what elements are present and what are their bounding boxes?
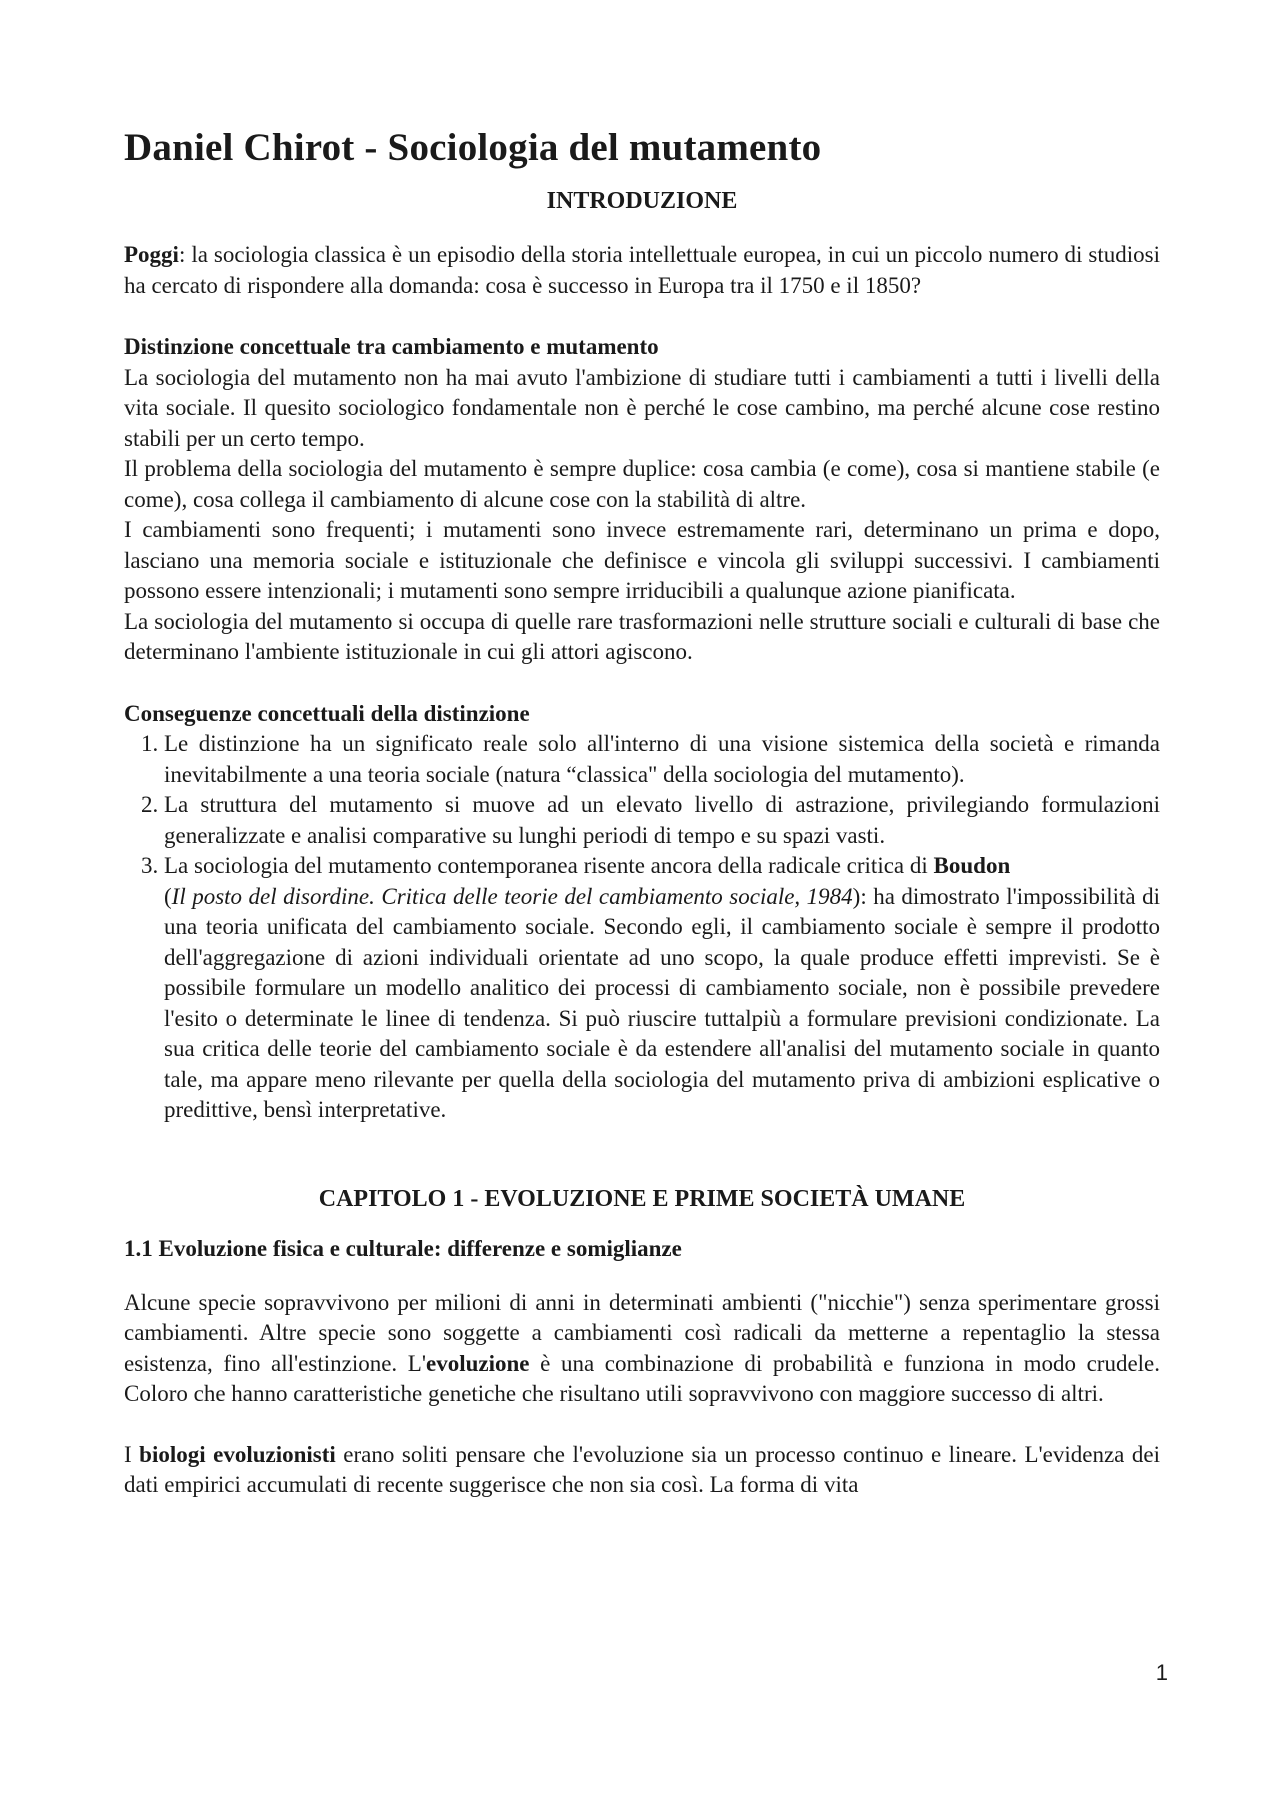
para1-bold-term: evoluzione — [426, 1350, 530, 1376]
para1-text-post: è una combinazione di probabilità e funziona in modo crudele. Coloro che hanno caratteristiche genetiche che risultano utili sopravvivono con maggiore successo di altri. — [124, 1350, 1161, 1406]
distinzione-paragraph: Il problema della sociologia del mutamento è sempre duplice: cosa cambia (e come), cosa si mantiene stabile (e come), cosa collega il cambiamento di alcune cose con la stabilità di altre. — [124, 456, 1160, 512]
distinzione-heading: Distinzione concettuale tra cambiamento e mutamento — [124, 334, 659, 359]
para1-text-pre: Alcune specie sopravvivono per milioni di anni in determinati ambienti ("nicchie") senza sperimentare grossi cambiamenti. Altre specie sono soggette a cambiamenti così radicali da metterne a repentaglio la stessa esistenza, fino all'estinzione. L' — [124, 1289, 1160, 1376]
intro-paragraph — [124, 240, 1160, 301]
distinzione-paragraph: La sociologia del mutamento non ha mai avuto l'ambizione di studiare tutti i cambiamenti a tutti i livelli della vita sociale. Il quesito sociologico fondamentale non è perché le cose cambino, ma perché alcune cose restino stabili per un certo tempo. — [124, 364, 1160, 451]
distinzione-paragraph: La sociologia del mutamento si occupa di quelle rare trasformazioni nelle strutture sociali e culturali di base che determinano l'ambiente istituzionale in cui gli attori agiscono. — [124, 608, 1160, 664]
intro-text: : la sociologia classica è un episodio della storia intellettuale europea, in cui un piccolo numero di studiosi ha cercato di rispondere alla domanda: cosa è successo in Europa tra il 1750 e il 1850? — [124, 242, 1160, 298]
para2-bold-term: biologi evoluzionisti — [139, 1441, 336, 1467]
list-item: 1. Le distinzione ha un significato reale solo all'interno di una visione sistemica della società e rimanda inevitabilmente a una teoria sociale (natura “classica" della sociologia del mutamento). — [164, 729, 1160, 790]
page-content — [124, 120, 1160, 1501]
section-distinzione — [124, 332, 1160, 668]
conseguenze-list — [124, 729, 1160, 1126]
conseguenze-heading: Conseguenze concettuali della distinzione — [124, 700, 530, 726]
item3-text-post: ): ha dimostrato l'impossibilità di una teoria unificata del cambiamento sociale. Secondo egli, il cambiamento sociale è sempre il prodotto dell'aggregazione di azioni individuali orientate ad uno scopo, la quale produce effetti imprevisti. Se è possibile formulare un modello analitico dei processi di cambiamento sociale, non è possibile prevedere l'esito o determinate le linee di tendenza. Si può riuscire tuttalpiù a formulare previsioni condizionate. La sua critica delle teorie del cambiamento sociale è da estendere all'analisi del mutamento sociale in quanto tale, ma appare meno rilevante per quella della sociologia del mutamento priva di ambizioni esplicative o predittive, bensì interpretative. — [164, 883, 1160, 1122]
item3-open-paren: ( — [164, 883, 172, 909]
page-number: 1 — [1155, 1660, 1168, 1685]
chapter-paragraph-1 — [124, 1288, 1160, 1410]
intro-bold-lead: Poggi — [124, 242, 179, 267]
para2-text-pre: I — [124, 1441, 140, 1467]
section-conseguenze — [124, 699, 1160, 1126]
introduction-heading: INTRODUZIONE — [546, 188, 738, 214]
item3-text-pre: La sociologia del mutamento contemporanea risente ancora della radicale critica di — [164, 853, 934, 878]
item3-author-bold: Boudon — [933, 853, 1011, 878]
distinzione-paragraph: I cambiamenti sono frequenti; i mutamenti sono invece estremamente rari, determinano un prima e dopo, lasciano una memoria sociale e istituzionale che definisce e vincola gli sviluppi successivi. I cambiamenti possono essere intenzionali; i mutamenti sono sempre irriducibili a qualunque azione pianificata. — [124, 517, 1160, 603]
list-item: 2. La struttura del mutamento si muove ad un elevato livello di astrazione, privilegiando formulazioni generalizzate e analisi comparative su lunghi periodi di tempo e su spazi vasti. — [164, 790, 1160, 851]
para2-text-post: erano soliti pensare che l'evoluzione sia un processo continuo e lineare. L'evidenza dei dati empirici accumulati di recente suggerisce che non sia così. La forma di vita — [124, 1441, 1160, 1497]
chapter-paragraph-2 — [124, 1440, 1160, 1501]
chapter-heading: CAPITOLO 1 - EVOLUZIONE E PRIME SOCIETÀ UMANE — [318, 1185, 966, 1212]
item3-book-title: Il posto del disordine. Critica delle teorie del cambiamento sociale, 1984 — [171, 883, 853, 909]
section-1-1-heading: 1.1 Evoluzione fisica e culturale: differenze e somiglianze — [124, 1235, 682, 1261]
document-title: Daniel Chirot - Sociologia del mutamento — [124, 126, 822, 169]
list-item — [164, 851, 1160, 1126]
